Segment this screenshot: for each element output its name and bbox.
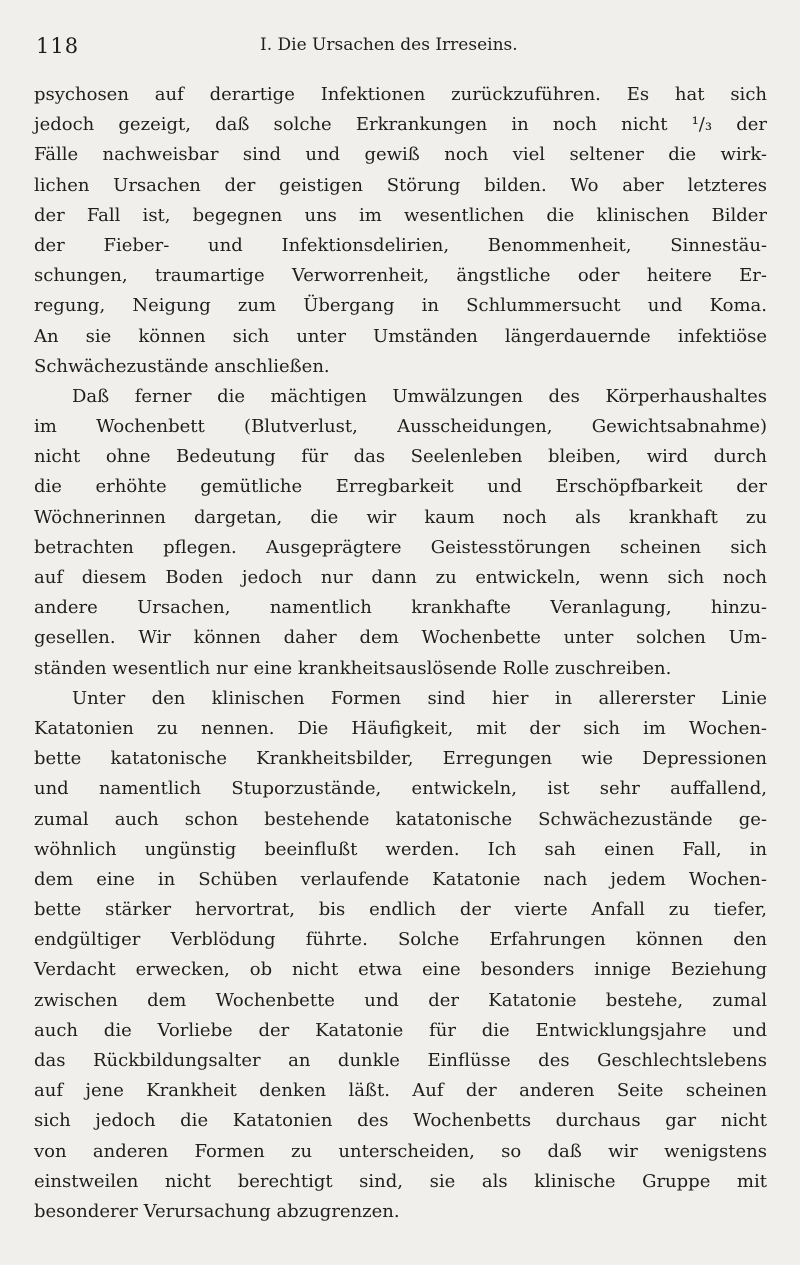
text-line: zumal auch schon bestehende katatonische Schwächezustände ge-	[34, 808, 767, 830]
body-text	[34, 80, 767, 1227]
text-line: gesellen. Wir können daher dem Wochenbette unter solchen Um-	[34, 627, 767, 649]
paragraph	[34, 80, 767, 382]
text-line: andere Ursachen, namentlich krankhafte Veranlagung, hinzu-	[34, 597, 767, 619]
text-line: auch die Vorliebe der Katatonie für die Entwicklungsjahre und	[34, 1019, 767, 1041]
text-line: nicht ohne Bedeutung für das Seelenleben bleiben, wird durch	[34, 446, 767, 468]
text-line: Katatonien zu nennen. Die Häufigkeit, mit der sich im Wochen-	[34, 717, 767, 739]
text-line: das Rückbildungsalter an dunkle Einflüsse des Geschlechtslebens	[34, 1050, 767, 1071]
running-head: I. Die Ursachen des Irreseins.	[260, 35, 518, 55]
text-line: und namentlich Stuporzustände, entwickeln, ist sehr auffallend,	[34, 778, 767, 800]
text-line: An sie können sich unter Umständen längerdauernde infektiöse	[34, 325, 767, 347]
text-line: dem eine in Schüben verlaufende Katatonie nach jedem Wochen-	[34, 868, 767, 890]
text-line: von anderen Formen zu unterscheiden, so daß wir wenigstens	[34, 1140, 767, 1162]
text-line: Unter den klinischen Formen sind hier in allererster Linie	[72, 687, 767, 709]
page-number: 118	[36, 34, 80, 58]
text-line: die erhöhte gemütliche Erregbarkeit und Erschöpfbarkeit der	[34, 476, 767, 498]
text-line: besonderer Verursachung abzugrenzen.	[34, 1200, 400, 1222]
text-line: Wöchnerinnen dargetan, die wir kaum noch als krankhaft zu	[34, 506, 767, 528]
text-line: bette katatonische Krankheitsbilder, Erregungen wie Depressionen	[34, 748, 767, 770]
text-line: schungen, traumartige Verworrenheit, ängstliche oder heitere Er-	[34, 265, 767, 287]
text-line: bette stärker hervortrat, bis endlich der vierte Anfall zu tiefer,	[34, 899, 767, 921]
text-line: sich jedoch die Katatonien des Wochenbetts durchaus gar nicht	[34, 1110, 767, 1132]
paragraph	[34, 382, 767, 684]
text-line: der Fieber- und Infektionsdelirien, Benommenheit, Sinnestäu-	[34, 234, 767, 256]
text-line: im Wochenbett (Blutverlust, Ausscheidungen, Gewichtsabnahme)	[34, 416, 767, 438]
text-line: regung, Neigung zum Übergang in Schlummersucht und Koma.	[34, 295, 767, 317]
text-line: auf diesem Boden jedoch nur dann zu entwickeln, wenn sich noch	[34, 567, 767, 588]
text-line: betrachten pflegen. Ausgeprägtere Geistesstörungen scheinen sich	[34, 536, 767, 558]
text-line: auf jene Krankheit denken läßt. Auf der anderen Seite scheinen	[34, 1080, 767, 1102]
text-line: einstweilen nicht berechtigt sind, sie als klinische Gruppe mit	[34, 1170, 767, 1192]
text-line: lichen Ursachen der geistigen Störung bilden. Wo aber letzteres	[34, 174, 767, 196]
text-line: Schwächezustände anschließen.	[34, 355, 330, 377]
text-line: endgültiger Verblödung führte. Solche Erfahrungen können den	[34, 929, 767, 951]
text-line: jedoch gezeigt, daß solche Erkrankungen in noch nicht ¹/₃ der	[34, 114, 767, 136]
text-line: ständen wesentlich nur eine krankheitsauslösende Rolle zuschreiben.	[34, 657, 672, 679]
text-line: Daß ferner die mächtigen Umwälzungen des Körperhaushaltes	[72, 385, 767, 407]
text-line: Fälle nachweisbar sind und gewiß noch viel seltener die wirk-	[34, 144, 767, 166]
text-line: psychosen auf derartige Infektionen zurückzuführen. Es hat sich	[34, 84, 767, 105]
text-line: Verdacht erwecken, ob nicht etwa eine besonders innige Beziehung	[34, 959, 767, 981]
page-header	[36, 34, 750, 60]
text-line: wöhnlich ungünstig beeinflußt werden. Ich sah einen Fall, in	[34, 838, 767, 860]
text-line: zwischen dem Wochenbette und der Katatonie bestehe, zumal	[34, 989, 767, 1011]
paragraph	[34, 684, 767, 1227]
text-line: der Fall ist, begegnen uns im wesentlichen die klinischen Bilder	[34, 204, 767, 226]
